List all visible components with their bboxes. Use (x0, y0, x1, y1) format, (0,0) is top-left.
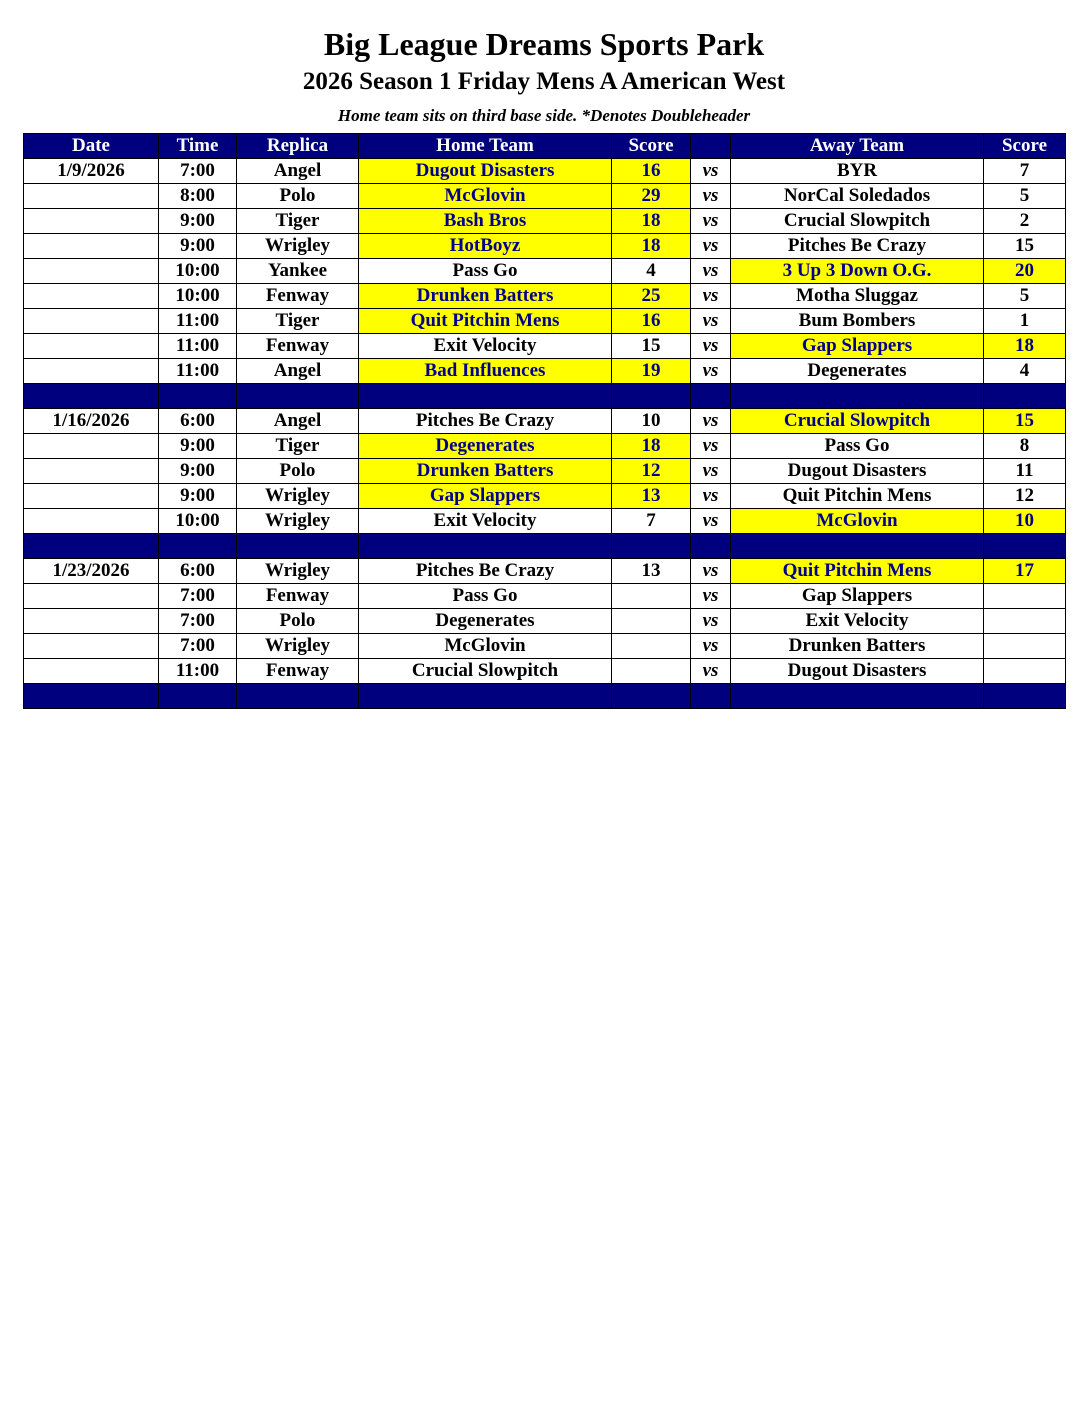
away-score (984, 584, 1066, 609)
separator-cell (691, 534, 731, 559)
game-date (24, 634, 159, 659)
header-row (24, 134, 1066, 159)
table-row (24, 434, 1066, 459)
game-date (24, 459, 159, 484)
game-date (24, 359, 159, 384)
separator-cell (159, 534, 237, 559)
separator-cell (24, 384, 159, 409)
game-replica: Fenway (237, 284, 359, 309)
game-replica: Fenway (237, 334, 359, 359)
home-score: 7 (612, 509, 691, 534)
game-replica: Yankee (237, 259, 359, 284)
away-score: 5 (984, 284, 1066, 309)
away-score: 20 (984, 259, 1066, 284)
home-score (612, 634, 691, 659)
game-date (24, 509, 159, 534)
vs-label: vs (691, 184, 731, 209)
away-score: 5 (984, 184, 1066, 209)
away-score (984, 634, 1066, 659)
game-time: 10:00 (159, 284, 237, 309)
home-team: Quit Pitchin Mens (359, 309, 612, 334)
separator-cell (237, 684, 359, 709)
game-replica: Wrigley (237, 509, 359, 534)
table-row (24, 359, 1066, 384)
home-score: 18 (612, 234, 691, 259)
game-replica: Angel (237, 409, 359, 434)
game-date (24, 609, 159, 634)
table-row (24, 659, 1066, 684)
game-time: 7:00 (159, 609, 237, 634)
vs-label: vs (691, 209, 731, 234)
vs-label: vs (691, 509, 731, 534)
separator-cell (24, 684, 159, 709)
away-team: Gap Slappers (731, 584, 984, 609)
col-header-away-score: Score (984, 134, 1066, 159)
home-score: 19 (612, 359, 691, 384)
home-team: Dugout Disasters (359, 159, 612, 184)
week-separator-row (24, 384, 1066, 409)
separator-cell (731, 534, 984, 559)
home-score: 29 (612, 184, 691, 209)
away-team: Dugout Disasters (731, 659, 984, 684)
game-replica: Angel (237, 159, 359, 184)
home-score (612, 659, 691, 684)
home-team: Degenerates (359, 434, 612, 459)
col-header-time: Time (159, 134, 237, 159)
home-team: Drunken Batters (359, 459, 612, 484)
away-score (984, 609, 1066, 634)
table-row (24, 634, 1066, 659)
home-score: 4 (612, 259, 691, 284)
table-row (24, 234, 1066, 259)
home-team: Pitches Be Crazy (359, 409, 612, 434)
home-score: 25 (612, 284, 691, 309)
game-date (24, 334, 159, 359)
game-replica: Tiger (237, 434, 359, 459)
game-date (24, 434, 159, 459)
home-score: 10 (612, 409, 691, 434)
away-team: Crucial Slowpitch (731, 209, 984, 234)
game-time: 11:00 (159, 659, 237, 684)
game-replica: Tiger (237, 309, 359, 334)
away-team: Bum Bombers (731, 309, 984, 334)
table-row (24, 409, 1066, 434)
game-time: 9:00 (159, 459, 237, 484)
table-row (24, 184, 1066, 209)
separator-cell (359, 384, 612, 409)
separator-cell (159, 384, 237, 409)
game-time: 9:00 (159, 209, 237, 234)
game-date (24, 659, 159, 684)
vs-label: vs (691, 309, 731, 334)
vs-label: vs (691, 434, 731, 459)
table-row (24, 459, 1066, 484)
game-time: 6:00 (159, 409, 237, 434)
home-team: McGlovin (359, 184, 612, 209)
home-team: HotBoyz (359, 234, 612, 259)
away-score: 18 (984, 334, 1066, 359)
vs-label: vs (691, 334, 731, 359)
vs-label: vs (691, 234, 731, 259)
table-row (24, 484, 1066, 509)
separator-cell (984, 684, 1066, 709)
away-team: Quit Pitchin Mens (731, 559, 984, 584)
home-score: 18 (612, 434, 691, 459)
home-team: Exit Velocity (359, 334, 612, 359)
col-header-home-score: Score (612, 134, 691, 159)
col-header-replica: Replica (237, 134, 359, 159)
separator-cell (984, 384, 1066, 409)
away-score: 10 (984, 509, 1066, 534)
table-row (24, 284, 1066, 309)
game-replica: Polo (237, 609, 359, 634)
home-score: 18 (612, 209, 691, 234)
vs-label: vs (691, 259, 731, 284)
separator-cell (984, 534, 1066, 559)
away-team: BYR (731, 159, 984, 184)
game-date (24, 284, 159, 309)
home-score: 16 (612, 159, 691, 184)
home-score: 12 (612, 459, 691, 484)
col-header-home-team: Home Team (359, 134, 612, 159)
table-row (24, 609, 1066, 634)
away-team: NorCal Soledados (731, 184, 984, 209)
vs-label: vs (691, 659, 731, 684)
table-row (24, 509, 1066, 534)
game-date (24, 584, 159, 609)
game-date (24, 184, 159, 209)
game-time: 9:00 (159, 434, 237, 459)
game-replica: Wrigley (237, 634, 359, 659)
game-date (24, 234, 159, 259)
table-row (24, 159, 1066, 184)
game-time: 7:00 (159, 584, 237, 609)
away-team: Crucial Slowpitch (731, 409, 984, 434)
schedule-table (23, 133, 1066, 709)
separator-cell (24, 534, 159, 559)
separator-cell (691, 384, 731, 409)
home-score: 16 (612, 309, 691, 334)
game-date (24, 259, 159, 284)
away-team: Drunken Batters (731, 634, 984, 659)
game-replica: Wrigley (237, 234, 359, 259)
separator-cell (612, 534, 691, 559)
separator-cell (159, 684, 237, 709)
game-replica: Wrigley (237, 559, 359, 584)
home-score: 15 (612, 334, 691, 359)
table-row (24, 559, 1066, 584)
game-time: 10:00 (159, 509, 237, 534)
away-score: 11 (984, 459, 1066, 484)
separator-cell (731, 384, 984, 409)
table-row (24, 584, 1066, 609)
vs-label: vs (691, 459, 731, 484)
week-separator-row (24, 534, 1066, 559)
col-header-date: Date (24, 134, 159, 159)
vs-label: vs (691, 634, 731, 659)
home-team: Pitches Be Crazy (359, 559, 612, 584)
col-header-vs (691, 134, 731, 159)
game-date: 1/9/2026 (24, 159, 159, 184)
game-replica: Polo (237, 184, 359, 209)
vs-label: vs (691, 584, 731, 609)
col-header-away-team: Away Team (731, 134, 984, 159)
table-row (24, 309, 1066, 334)
away-team: Dugout Disasters (731, 459, 984, 484)
vs-label: vs (691, 359, 731, 384)
home-score: 13 (612, 559, 691, 584)
game-replica: Angel (237, 359, 359, 384)
home-team: Pass Go (359, 259, 612, 284)
home-team: Pass Go (359, 584, 612, 609)
page-title: Big League Dreams Sports Park (323, 26, 765, 62)
separator-cell (731, 684, 984, 709)
away-team: Pass Go (731, 434, 984, 459)
home-score (612, 609, 691, 634)
home-team: Bad Influences (359, 359, 612, 384)
game-time: 11:00 (159, 309, 237, 334)
away-score (984, 659, 1066, 684)
separator-cell (237, 384, 359, 409)
game-replica: Tiger (237, 209, 359, 234)
separator-cell (691, 684, 731, 709)
separator-cell (612, 384, 691, 409)
game-time: 9:00 (159, 234, 237, 259)
game-time: 11:00 (159, 334, 237, 359)
game-time: 11:00 (159, 359, 237, 384)
game-time: 9:00 (159, 484, 237, 509)
schedule-body (24, 159, 1066, 709)
away-score: 7 (984, 159, 1066, 184)
game-date: 1/23/2026 (24, 559, 159, 584)
week-separator-row (24, 684, 1066, 709)
table-row (24, 334, 1066, 359)
game-time: 10:00 (159, 259, 237, 284)
away-score: 4 (984, 359, 1066, 384)
game-replica: Polo (237, 459, 359, 484)
game-date: 1/16/2026 (24, 409, 159, 434)
game-time: 8:00 (159, 184, 237, 209)
home-team: Drunken Batters (359, 284, 612, 309)
separator-cell (237, 534, 359, 559)
home-team: McGlovin (359, 634, 612, 659)
game-time: 6:00 (159, 559, 237, 584)
game-replica: Fenway (237, 584, 359, 609)
away-score: 12 (984, 484, 1066, 509)
home-team: Exit Velocity (359, 509, 612, 534)
away-score: 2 (984, 209, 1066, 234)
home-score: 13 (612, 484, 691, 509)
game-date (24, 484, 159, 509)
home-team: Gap Slappers (359, 484, 612, 509)
game-date (24, 309, 159, 334)
separator-cell (359, 534, 612, 559)
vs-label: vs (691, 409, 731, 434)
away-team: Pitches Be Crazy (731, 234, 984, 259)
game-time: 7:00 (159, 634, 237, 659)
away-score: 15 (984, 234, 1066, 259)
game-time: 7:00 (159, 159, 237, 184)
vs-label: vs (691, 559, 731, 584)
home-team: Crucial Slowpitch (359, 659, 612, 684)
home-team: Degenerates (359, 609, 612, 634)
away-score: 15 (984, 409, 1066, 434)
away-team: McGlovin (731, 509, 984, 534)
game-replica: Wrigley (237, 484, 359, 509)
away-team: Degenerates (731, 359, 984, 384)
home-score (612, 584, 691, 609)
away-team: Exit Velocity (731, 609, 984, 634)
page-subtitle: 2026 Season 1 Friday Mens A American West (302, 68, 786, 95)
game-date (24, 209, 159, 234)
away-team: Quit Pitchin Mens (731, 484, 984, 509)
vs-label: vs (691, 609, 731, 634)
away-team: Gap Slappers (731, 334, 984, 359)
schedule-note: Home team sits on third base side. *Denotes Doubleheader (337, 106, 751, 125)
separator-cell (612, 684, 691, 709)
away-team: Motha Sluggaz (731, 284, 984, 309)
game-replica: Fenway (237, 659, 359, 684)
away-score: 1 (984, 309, 1066, 334)
separator-cell (359, 684, 612, 709)
vs-label: vs (691, 159, 731, 184)
away-score: 8 (984, 434, 1066, 459)
table-row (24, 209, 1066, 234)
table-row (24, 259, 1066, 284)
away-team: 3 Up 3 Down O.G. (731, 259, 984, 284)
away-score: 17 (984, 559, 1066, 584)
vs-label: vs (691, 284, 731, 309)
vs-label: vs (691, 484, 731, 509)
home-team: Bash Bros (359, 209, 612, 234)
